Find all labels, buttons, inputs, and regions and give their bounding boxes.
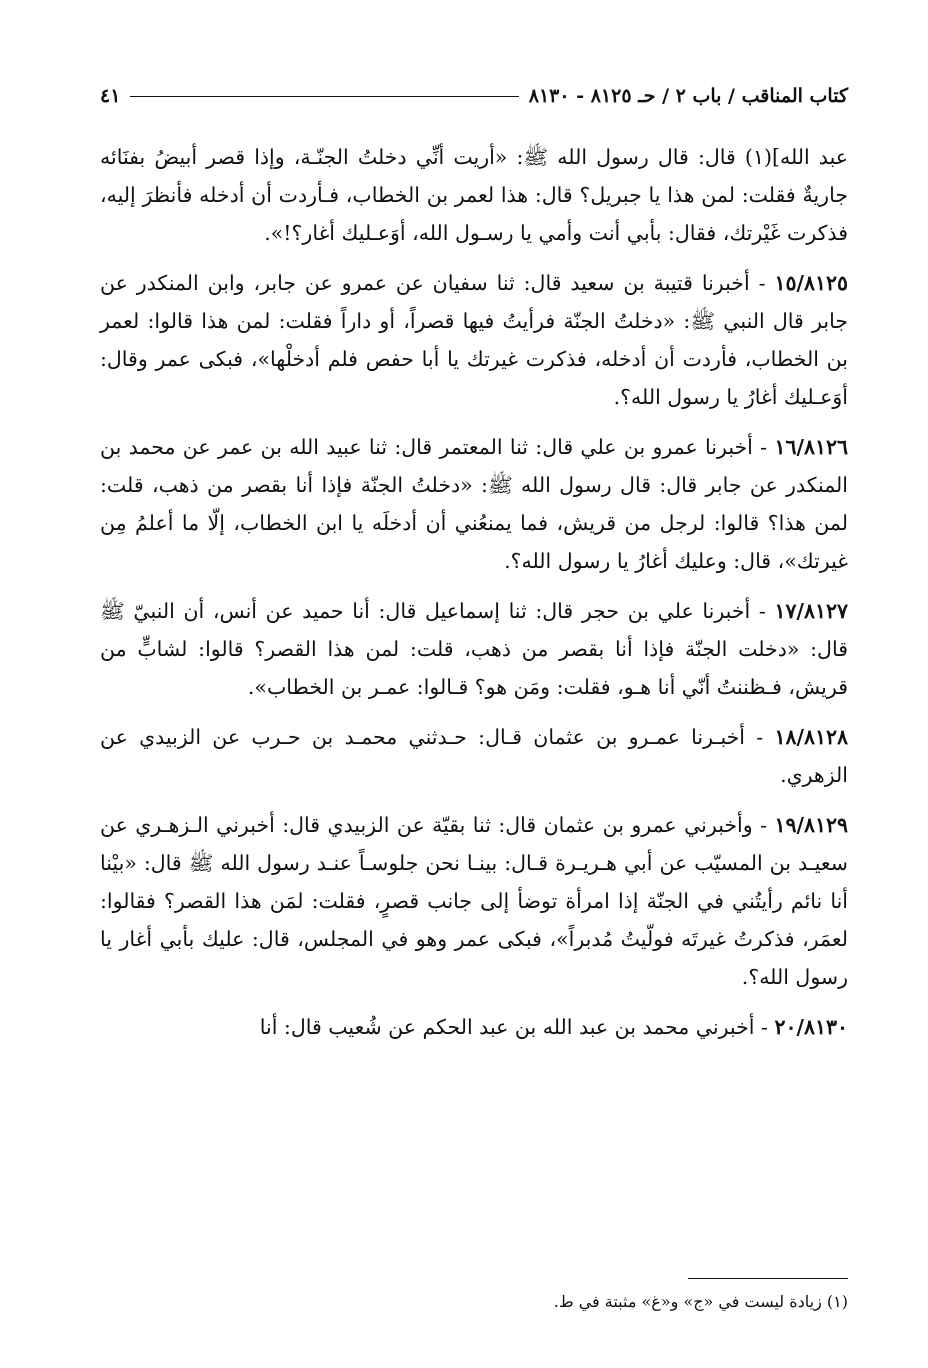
header-rule — [130, 96, 518, 97]
hadith-paragraph — [100, 264, 848, 416]
paragraph — [100, 138, 848, 252]
paragraph-text: - أخبرنا قتيبة بن سعيد قال: ثنا سفيان عن عمرو عن جابر، وابن المنكدر عن جابر قال النبي ﷺ: «دخلتُ الجنّة فرأيتُ فيها قصراً، أو داراً فقلت: لمن هذا قالوا: لعمر بن الخطاب، فأردت أن أدخله، فذكرت غيرتك يا أبا حفص فلم أدخلْها»، فبكى عمر وقال: أوَعـليك أغارُ يا رسول الله؟. — [100, 271, 848, 409]
paragraph-text: - أخبرنا علي بن حجر قال: ثنا إسماعيل قال: أنا حميد عن أنس، أن النبيّ ﷺ قال: «دخلت الجنّة فإذا أنا بقصر من ذهب، قلت: لمن هذا القصر؟ قالوا: لشابٍّ من قريش، فـظننتُ أنّي أنا هـو، فقلت: ومَن هو؟ قـالوا: عمـر بن الخطاب». — [100, 599, 848, 699]
hadith-number: ١٨/٨١٢٨ — [774, 725, 848, 749]
footnote: (١) زيادة ليست في «ج» و«غ» مثبتة في ط. — [553, 1292, 848, 1311]
running-title: كتاب المناقب / باب ٢ / حـ ٨١٢٥ - ٨١٣٠ — [528, 85, 848, 107]
hadith-number: ١٩/٨١٢٩ — [774, 813, 848, 837]
footnote-rule — [688, 1278, 848, 1279]
document-page — [100, 78, 848, 1348]
hadith-paragraph — [100, 1008, 848, 1046]
page-number: ٤١ — [100, 85, 121, 107]
hadith-number: ٢٠/٨١٣٠ — [774, 1015, 848, 1039]
paragraph-text: عبد الله](١) قال: قال رسول الله ﷺ: «أريت أنِّي دخلتُ الجنّـة، وإذا قصر أبيضُ بفنَائه جاريةٌ فقلت: لمن هذا يا جبريل؟ قال: هذا لعمر بن الخطاب، فـأردت أن أدخله فأنظرَ إليه، فذكرت غَيْرتك، فقال: بأبي أنت وأمي يا رسـول الله، أوَعـليك أغار؟!». — [100, 145, 848, 245]
hadith-paragraph — [100, 428, 848, 580]
hadith-paragraph — [100, 806, 848, 996]
hadith-number: ١٧/٨١٢٧ — [774, 599, 848, 623]
hadith-paragraph — [100, 718, 848, 794]
page-header — [100, 78, 848, 114]
hadith-number: ١٦/٨١٢٦ — [774, 435, 848, 459]
paragraph-text: - أخبرنا عمرو بن علي قال: ثنا المعتمر قال: ثنا عبيد الله بن عمر عن محمد بن المنكدر عن جابر قال: قال رسول الله ﷺ: «دخلتُ الجنّة فإذا أنا بقصر من ذهب، قلت: لمن هذا؟ قالوا: لرجل من قريش، فما يمنعُني أن أدخلَه يا ابن الخطاب، إلّا ما أعلمُ مِن غيرتك»، قال: وعليك أغارُ يا رسول الله؟. — [100, 435, 848, 573]
hadith-number: ١٥/٨١٢٥ — [774, 271, 848, 295]
paragraph-text: - أخبـرنا عمـرو بن عثمان قـال: حـدثني محمـد بن حـرب عن الزبيدي عن الزهري. — [100, 725, 848, 787]
hadith-paragraph — [100, 592, 848, 706]
page-body — [100, 138, 848, 1046]
paragraph-text: - أخبرني محمد بن عبد الله بن عبد الحكم عن شُعيب قال: أنا — [259, 1015, 768, 1039]
paragraph-text: - وأخبرني عمرو بن عثمان قال: ثنا بقيّة عن الزبيدي قال: أخبرني الـزهـري عن سعيـد بن المسيّب عن أبي هـريـرة قـال: بينـا نحن جلوسـاً عنـد رسول الله ﷺ قال: «بيْنا أنا نائم رأيتُني في الجنّة إذا امرأة توضأ إلى جانب قصرٍ، فقلت: لمَن هذا القصر؟ فقالوا: لعمَر، فذكرتُ غيرتَه فولّيتُ مُدبراً»، فبكى عمر وهو في المجلس، قال: عليك بأبي أغار يا رسول الله؟. — [100, 813, 848, 989]
